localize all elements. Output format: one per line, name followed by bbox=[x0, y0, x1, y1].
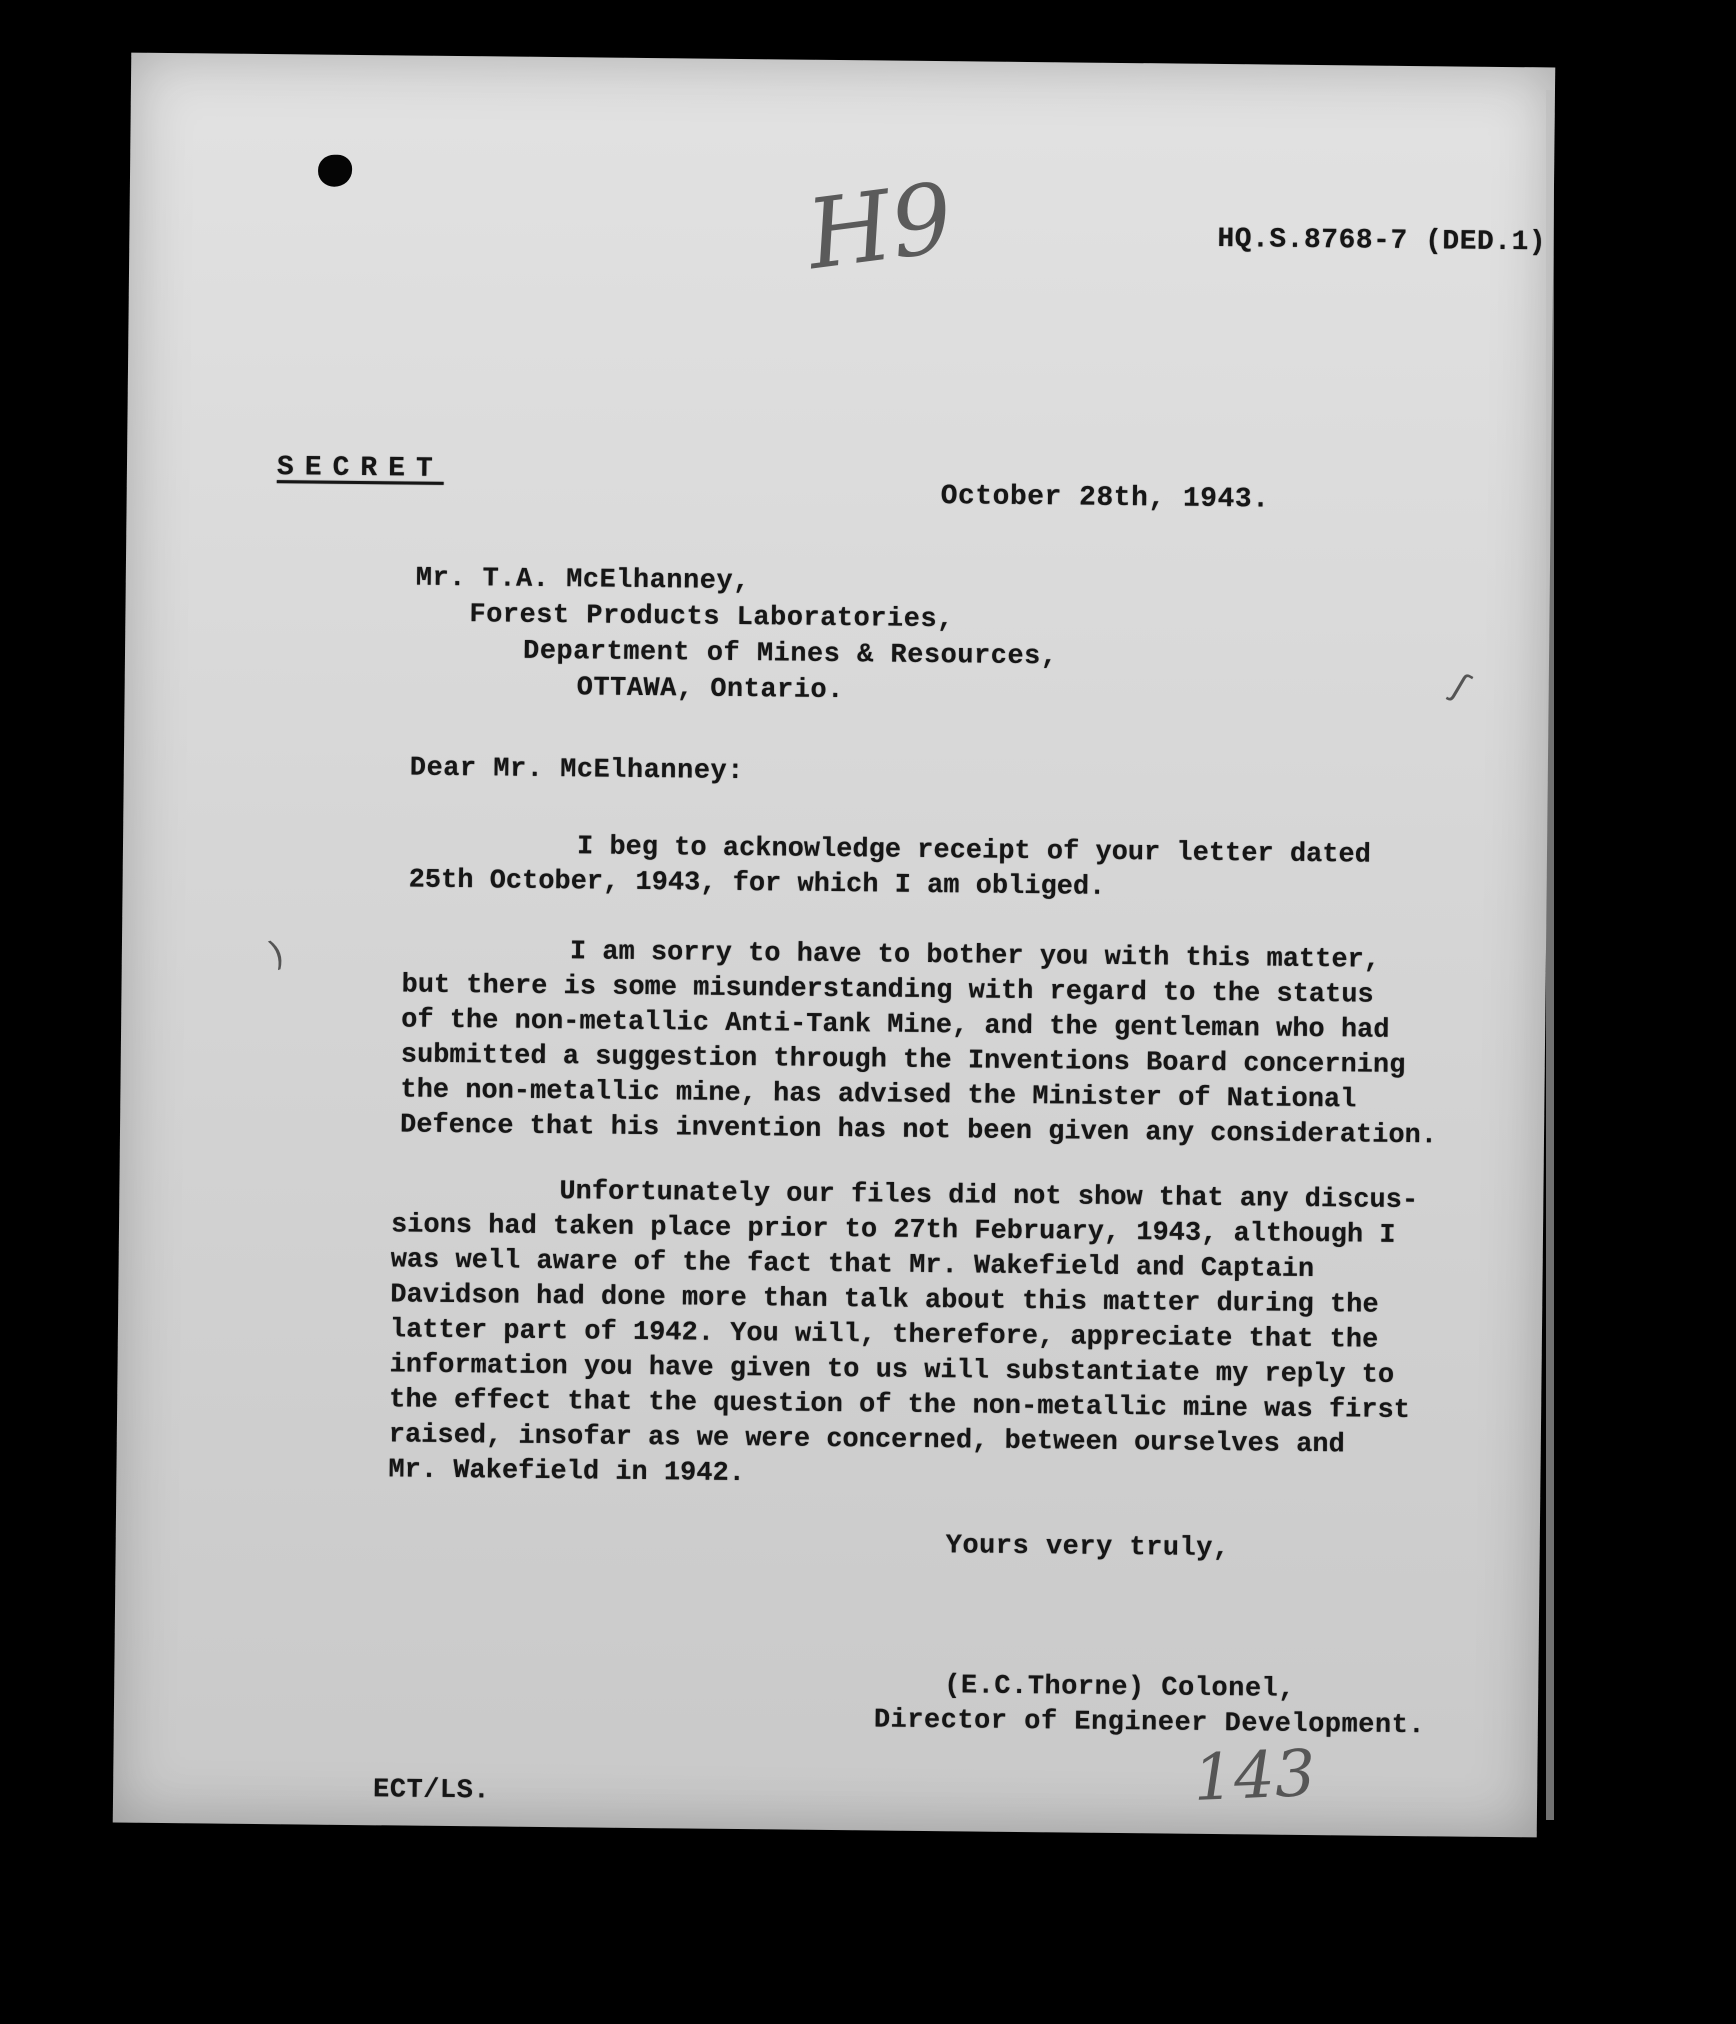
letter-sheet bbox=[113, 53, 1555, 1838]
paragraph-3-line-2: sions had taken place prior to 27th February, 1943, although I bbox=[390, 1210, 1396, 1251]
closing: Yours very truly, bbox=[945, 1531, 1230, 1565]
paragraph-2-line-1: I am sorry to have to bother you with this matter, bbox=[569, 937, 1381, 976]
stray-mark-right: ʃ bbox=[1445, 666, 1476, 707]
recipient-organization: Forest Products Laboratories, bbox=[469, 600, 954, 636]
paragraph-2-line-6: Defence that his invention has not been given any consideration. bbox=[399, 1110, 1438, 1152]
reference-initials: ECT/LS. bbox=[372, 1775, 491, 1807]
punch-hole bbox=[318, 155, 352, 187]
handwritten-page-number: 143 bbox=[1191, 1736, 1317, 1816]
salutation: Dear Mr. McElhanney: bbox=[409, 753, 745, 788]
paragraph-2-line-4: submitted a suggestion through the Inventions Board concerning bbox=[400, 1040, 1406, 1081]
paragraph-1-line-1: I beg to acknowledge receipt of your letter dated bbox=[576, 832, 1372, 871]
paragraph-2-line-2: but there is some misunderstanding with regard to the status bbox=[401, 970, 1374, 1011]
recipient-department: Department of Mines & Resources, bbox=[522, 636, 1058, 673]
paragraph-3-line-7: the effect that the question of the non-metallic mine was first bbox=[389, 1385, 1411, 1427]
stray-mark-left: ) bbox=[263, 933, 290, 976]
paragraph-2-line-5: the non-metallic mine, has advised the Minister of National bbox=[400, 1075, 1357, 1116]
recipient-name: Mr. T.A. McElhanney, bbox=[415, 563, 751, 598]
paragraph-3-line-9: Mr. Wakefield in 1942. bbox=[388, 1455, 746, 1490]
paragraph-3-line-6: information you have given to us will substantiate my reply to bbox=[389, 1350, 1395, 1391]
paragraph-3-line-1: Unfortunately our files did not show that any discus- bbox=[559, 1177, 1419, 1217]
handwritten-file-mark: H9 bbox=[800, 161, 959, 292]
file-reference: HQ.S.8768-7 (DED.1) bbox=[1217, 223, 1547, 259]
paragraph-1-line-2: 25th October, 1943, for which I am obliged. bbox=[408, 865, 1106, 903]
classification-heading: SECRET bbox=[276, 452, 444, 485]
paragraph-3-line-8: raised, insofar as we were concerned, between ourselves and bbox=[388, 1420, 1345, 1461]
recipient-city: OTTAWA, Ontario. bbox=[576, 673, 845, 707]
paragraph-3-line-4: Davidson had done more than talk about this matter during the bbox=[390, 1280, 1379, 1321]
paragraph-3-line-3: was well aware of the fact that Mr. Wakefield and Captain bbox=[390, 1245, 1315, 1286]
signatory-title: Director of Engineer Development. bbox=[873, 1705, 1426, 1742]
paragraph-2-line-3: of the non-metallic Anti-Tank Mine, and the gentleman who had bbox=[401, 1005, 1390, 1046]
paragraph-3-line-5: latter part of 1942. You will, therefore, appreciate that the bbox=[389, 1315, 1379, 1356]
signatory-name: (E.C.Thorne) Colonel, bbox=[944, 1671, 1296, 1705]
letter-date: October 28th, 1943. bbox=[940, 481, 1270, 516]
sheet-edge bbox=[1546, 90, 1554, 1820]
